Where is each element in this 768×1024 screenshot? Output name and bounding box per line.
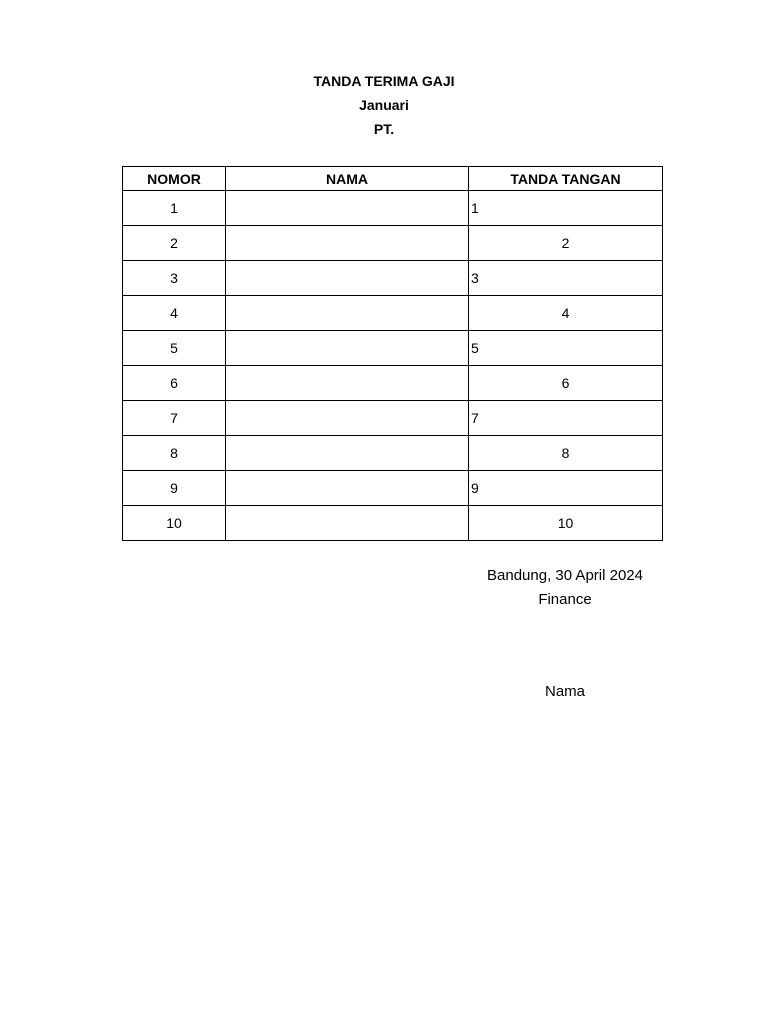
table-row	[123, 331, 663, 366]
row-name	[226, 436, 469, 471]
table-row	[123, 436, 663, 471]
table-header-row	[123, 167, 663, 191]
row-signature: 1	[469, 191, 663, 226]
row-name	[226, 366, 469, 401]
row-number: 3	[123, 261, 226, 296]
row-number: 10	[123, 506, 226, 541]
table-row	[123, 226, 663, 261]
row-signature: 6	[469, 366, 663, 401]
row-signature: 4	[469, 296, 663, 331]
row-number: 5	[123, 331, 226, 366]
signer-role: Finance	[538, 591, 592, 608]
table-row	[123, 471, 663, 506]
row-signature: 9	[469, 471, 663, 506]
place-date: Bandung, 30 April 2024	[487, 567, 643, 584]
row-name	[226, 226, 469, 261]
row-signature: 5	[469, 331, 663, 366]
row-name	[226, 296, 469, 331]
table-row	[123, 296, 663, 331]
table-row	[123, 191, 663, 226]
document-month: Januari	[359, 97, 409, 113]
row-name	[226, 401, 469, 436]
row-signature: 3	[469, 261, 663, 296]
column-header-nama: NAMA	[226, 167, 469, 191]
row-name	[226, 191, 469, 226]
row-name	[226, 471, 469, 506]
row-signature: 7	[469, 401, 663, 436]
row-number: 7	[123, 401, 226, 436]
row-name	[226, 261, 469, 296]
salary-receipt-table	[122, 166, 663, 541]
row-name	[226, 506, 469, 541]
row-signature: 2	[469, 226, 663, 261]
row-number: 2	[123, 226, 226, 261]
signer-name: Nama	[544, 683, 585, 700]
row-number: 6	[123, 366, 226, 401]
row-signature: 8	[469, 436, 663, 471]
row-signature: 10	[469, 506, 663, 541]
table-row	[123, 366, 663, 401]
row-number: 8	[123, 436, 226, 471]
document-title: TANDA TERIMA GAJI	[313, 73, 455, 89]
column-header-tanda-tangan: TANDA TANGAN	[469, 167, 663, 191]
table-row	[123, 506, 663, 541]
column-header-nomor: NOMOR	[123, 167, 226, 191]
table-row	[123, 261, 663, 296]
row-number: 4	[123, 296, 226, 331]
row-name	[226, 331, 469, 366]
table-row	[123, 401, 663, 436]
row-number: 1	[123, 191, 226, 226]
row-number: 9	[123, 471, 226, 506]
document-company: PT.	[373, 121, 395, 137]
